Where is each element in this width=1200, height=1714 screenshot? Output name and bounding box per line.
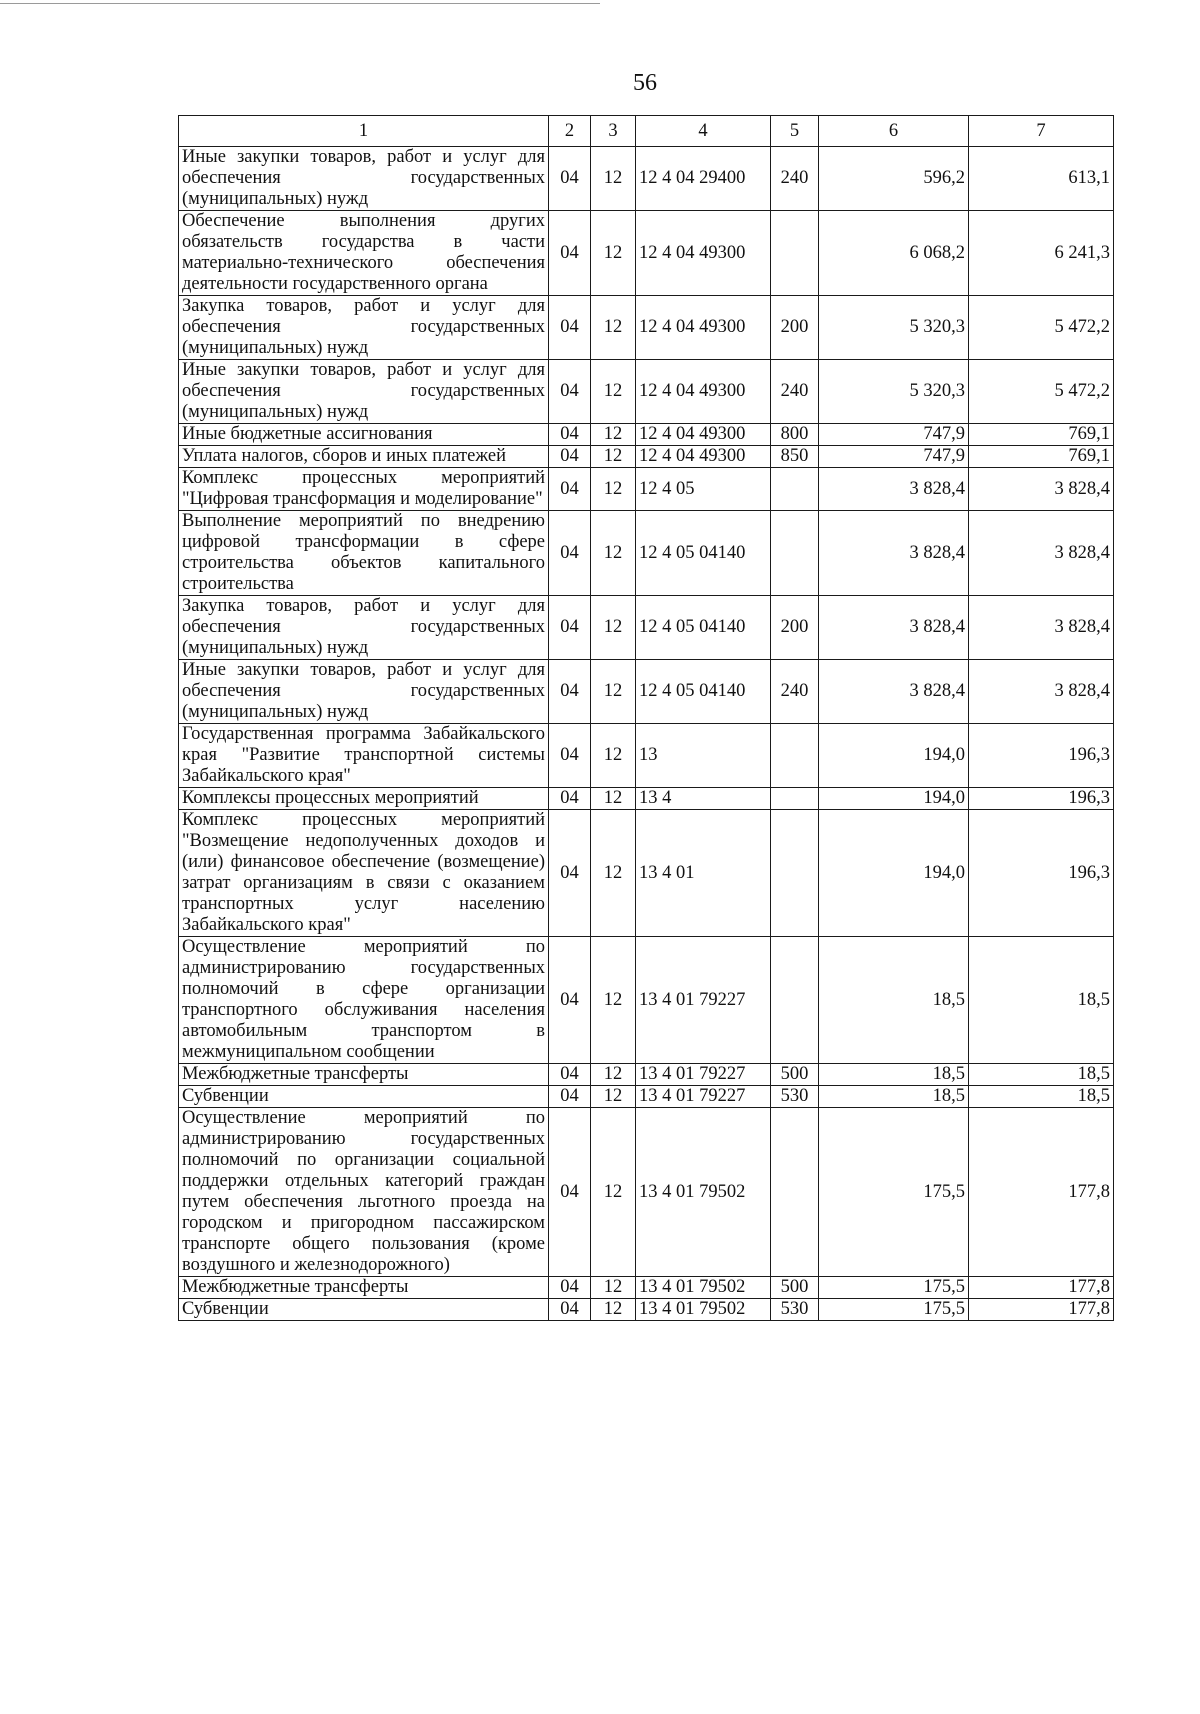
row-amount-col7-cell: 177,8 (969, 1277, 1114, 1299)
row-amount-col7-cell: 769,1 (969, 446, 1114, 468)
table-row (179, 1108, 1114, 1277)
row-target-code-cell: 13 (636, 724, 771, 788)
row-name-cell: Выполнение мероприятий по внедрению цифровой трансформации в сфере строительства объектов капитального строительства (179, 511, 549, 596)
row-expense-type-cell (771, 810, 819, 937)
row-amount-col6-cell: 194,0 (819, 788, 969, 810)
row-amount-col7-cell: 177,8 (969, 1299, 1114, 1321)
row-amount-col7-cell: 613,1 (969, 147, 1114, 211)
row-name-cell: Закупка товаров, работ и услуг для обеспечения государственных (муниципальных) нужд (179, 596, 549, 660)
table-row (179, 360, 1114, 424)
row-name-cell: Комплекс процессных мероприятий "Возмещение недополученных доходов и (или) финансовое обеспечение (возмещение) затрат организациям в связи с оказанием транспортных услуг населению Забайкальского края" (179, 810, 549, 937)
row-section-cell: 04 (549, 810, 591, 937)
row-target-code-cell: 13 4 01 79502 (636, 1108, 771, 1277)
row-target-code-cell: 12 4 05 (636, 468, 771, 511)
row-amount-col6-cell: 3 828,4 (819, 660, 969, 724)
row-amount-col7-cell: 177,8 (969, 1108, 1114, 1277)
row-amount-col6-cell: 3 828,4 (819, 511, 969, 596)
row-target-code-cell: 12 4 05 04140 (636, 596, 771, 660)
row-amount-col6-cell: 175,5 (819, 1108, 969, 1277)
row-target-code-cell: 12 4 04 49300 (636, 211, 771, 296)
row-amount-col7-cell: 769,1 (969, 424, 1114, 446)
table-row (179, 1086, 1114, 1108)
row-name-cell: Осуществление мероприятий по администрированию государственных полномочий по организации социальной поддержки отдельных категорий граждан путем обеспечения льготного проезда на городском и пригородном пассажирском транспорте общего пользования (кроме воздушного и железнодорожного) (179, 1108, 549, 1277)
table-row (179, 660, 1114, 724)
row-name-cell: Иные закупки товаров, работ и услуг для обеспечения государственных (муниципальных) нужд (179, 147, 549, 211)
row-target-code-cell: 13 4 01 79502 (636, 1277, 771, 1299)
row-section-cell: 04 (549, 937, 591, 1064)
row-expense-type-cell (771, 468, 819, 511)
row-expense-type-cell: 500 (771, 1064, 819, 1086)
row-expense-type-cell (771, 511, 819, 596)
row-section-cell: 04 (549, 1086, 591, 1108)
row-section-cell: 04 (549, 1108, 591, 1277)
page-number: 56 (633, 70, 657, 96)
row-expense-type-cell (771, 1108, 819, 1277)
row-amount-col6-cell: 747,9 (819, 424, 969, 446)
column-header-3: 3 (591, 116, 636, 147)
row-section-cell: 04 (549, 424, 591, 446)
row-section-cell: 04 (549, 1299, 591, 1321)
table-row (179, 211, 1114, 296)
row-target-code-cell: 13 4 01 79227 (636, 937, 771, 1064)
row-expense-type-cell: 200 (771, 596, 819, 660)
row-subsection-cell: 12 (591, 468, 636, 511)
row-section-cell: 04 (549, 296, 591, 360)
row-name-cell: Субвенции (179, 1086, 549, 1108)
row-amount-col6-cell: 6 068,2 (819, 211, 969, 296)
row-amount-col7-cell: 6 241,3 (969, 211, 1114, 296)
column-header-2: 2 (549, 116, 591, 147)
table-header (179, 116, 1114, 147)
row-subsection-cell: 12 (591, 424, 636, 446)
row-amount-col7-cell: 196,3 (969, 788, 1114, 810)
table-row (179, 1299, 1114, 1321)
table-row (179, 1064, 1114, 1086)
header-row (179, 116, 1114, 147)
row-name-cell: Обеспечение выполнения других обязательств государства в части материально-технического обеспечения деятельности государственного органа (179, 211, 549, 296)
row-expense-type-cell: 240 (771, 360, 819, 424)
column-header-1: 1 (179, 116, 549, 147)
row-name-cell: Иные бюджетные ассигнования (179, 424, 549, 446)
row-amount-col6-cell: 194,0 (819, 724, 969, 788)
row-subsection-cell: 12 (591, 1086, 636, 1108)
row-target-code-cell: 12 4 04 49300 (636, 424, 771, 446)
table-row (179, 596, 1114, 660)
row-target-code-cell: 12 4 04 49300 (636, 360, 771, 424)
row-subsection-cell: 12 (591, 937, 636, 1064)
row-subsection-cell: 12 (591, 211, 636, 296)
row-amount-col6-cell: 194,0 (819, 810, 969, 937)
table-body (179, 147, 1114, 1321)
row-amount-col6-cell: 3 828,4 (819, 468, 969, 511)
row-amount-col7-cell: 18,5 (969, 1086, 1114, 1108)
row-section-cell: 04 (549, 1277, 591, 1299)
row-section-cell: 04 (549, 446, 591, 468)
row-expense-type-cell (771, 788, 819, 810)
row-amount-col7-cell: 196,3 (969, 724, 1114, 788)
row-section-cell: 04 (549, 468, 591, 511)
row-amount-col7-cell: 5 472,2 (969, 296, 1114, 360)
row-section-cell: 04 (549, 147, 591, 211)
row-name-cell: Осуществление мероприятий по администрированию государственных полномочий в сфере организации транспортного обслуживания населения автомобильным транспортом в межмуниципальном сообщении (179, 937, 549, 1064)
table-row (179, 724, 1114, 788)
row-amount-col6-cell: 175,5 (819, 1299, 969, 1321)
row-subsection-cell: 12 (591, 660, 636, 724)
row-expense-type-cell: 500 (771, 1277, 819, 1299)
row-amount-col7-cell: 3 828,4 (969, 596, 1114, 660)
row-expense-type-cell (771, 724, 819, 788)
row-target-code-cell: 12 4 04 49300 (636, 446, 771, 468)
row-target-code-cell: 12 4 04 49300 (636, 296, 771, 360)
row-subsection-cell: 12 (591, 810, 636, 937)
row-amount-col7-cell: 5 472,2 (969, 360, 1114, 424)
row-target-code-cell: 12 4 05 04140 (636, 660, 771, 724)
row-name-cell: Иные закупки товаров, работ и услуг для обеспечения государственных (муниципальных) нужд (179, 360, 549, 424)
row-section-cell: 04 (549, 360, 591, 424)
row-target-code-cell: 13 4 01 79502 (636, 1299, 771, 1321)
row-amount-col7-cell: 18,5 (969, 937, 1114, 1064)
column-header-5: 5 (771, 116, 819, 147)
row-section-cell: 04 (549, 211, 591, 296)
table-row (179, 788, 1114, 810)
row-subsection-cell: 12 (591, 788, 636, 810)
table-row (179, 511, 1114, 596)
row-amount-col6-cell: 747,9 (819, 446, 969, 468)
row-amount-col7-cell: 3 828,4 (969, 468, 1114, 511)
row-subsection-cell: 12 (591, 446, 636, 468)
row-subsection-cell: 12 (591, 511, 636, 596)
row-subsection-cell: 12 (591, 296, 636, 360)
row-amount-col6-cell: 18,5 (819, 937, 969, 1064)
column-header-4: 4 (636, 116, 771, 147)
row-expense-type-cell: 800 (771, 424, 819, 446)
row-amount-col6-cell: 596,2 (819, 147, 969, 211)
table-row (179, 937, 1114, 1064)
row-amount-col7-cell: 196,3 (969, 810, 1114, 937)
row-amount-col7-cell: 3 828,4 (969, 511, 1114, 596)
row-subsection-cell: 12 (591, 1299, 636, 1321)
scan-border-line (0, 3, 600, 4)
row-target-code-cell: 13 4 (636, 788, 771, 810)
row-amount-col6-cell: 18,5 (819, 1064, 969, 1086)
row-amount-col6-cell: 3 828,4 (819, 596, 969, 660)
table-row (179, 147, 1114, 211)
row-target-code-cell: 12 4 04 29400 (636, 147, 771, 211)
row-section-cell: 04 (549, 660, 591, 724)
column-header-6: 6 (819, 116, 969, 147)
row-name-cell: Межбюджетные трансферты (179, 1064, 549, 1086)
row-expense-type-cell: 850 (771, 446, 819, 468)
table-row (179, 296, 1114, 360)
table-row (179, 810, 1114, 937)
row-amount-col6-cell: 175,5 (819, 1277, 969, 1299)
row-subsection-cell: 12 (591, 724, 636, 788)
row-subsection-cell: 12 (591, 147, 636, 211)
row-section-cell: 04 (549, 511, 591, 596)
row-subsection-cell: 12 (591, 1108, 636, 1277)
row-expense-type-cell (771, 211, 819, 296)
row-expense-type-cell: 530 (771, 1299, 819, 1321)
row-amount-col7-cell: 18,5 (969, 1064, 1114, 1086)
table-row (179, 468, 1114, 511)
row-name-cell: Комплексы процессных мероприятий (179, 788, 549, 810)
row-section-cell: 04 (549, 1064, 591, 1086)
row-amount-col6-cell: 18,5 (819, 1086, 969, 1108)
row-subsection-cell: 12 (591, 1277, 636, 1299)
row-section-cell: 04 (549, 596, 591, 660)
row-target-code-cell: 13 4 01 79227 (636, 1086, 771, 1108)
row-subsection-cell: 12 (591, 360, 636, 424)
row-subsection-cell: 12 (591, 1064, 636, 1086)
column-header-7: 7 (969, 116, 1114, 147)
row-amount-col6-cell: 5 320,3 (819, 360, 969, 424)
row-section-cell: 04 (549, 788, 591, 810)
row-name-cell: Иные закупки товаров, работ и услуг для обеспечения государственных (муниципальных) нужд (179, 660, 549, 724)
row-name-cell: Уплата налогов, сборов и иных платежей (179, 446, 549, 468)
row-target-code-cell: 13 4 01 (636, 810, 771, 937)
row-name-cell: Закупка товаров, работ и услуг для обеспечения государственных (муниципальных) нужд (179, 296, 549, 360)
row-target-code-cell: 13 4 01 79227 (636, 1064, 771, 1086)
table-row (179, 1277, 1114, 1299)
row-expense-type-cell: 200 (771, 296, 819, 360)
row-subsection-cell: 12 (591, 596, 636, 660)
row-amount-col7-cell: 3 828,4 (969, 660, 1114, 724)
row-name-cell: Государственная программа Забайкальского края "Развитие транспортной системы Забайкальского края" (179, 724, 549, 788)
row-amount-col6-cell: 5 320,3 (819, 296, 969, 360)
row-section-cell: 04 (549, 724, 591, 788)
row-target-code-cell: 12 4 05 04140 (636, 511, 771, 596)
row-name-cell: Комплекс процессных мероприятий "Цифровая трансформация и моделирование" (179, 468, 549, 511)
row-expense-type-cell: 240 (771, 660, 819, 724)
row-name-cell: Межбюджетные трансферты (179, 1277, 549, 1299)
table-row (179, 446, 1114, 468)
row-expense-type-cell: 530 (771, 1086, 819, 1108)
row-expense-type-cell: 240 (771, 147, 819, 211)
table-row (179, 424, 1114, 446)
row-name-cell: Субвенции (179, 1299, 549, 1321)
budget-table (178, 115, 1114, 1321)
row-expense-type-cell (771, 937, 819, 1064)
